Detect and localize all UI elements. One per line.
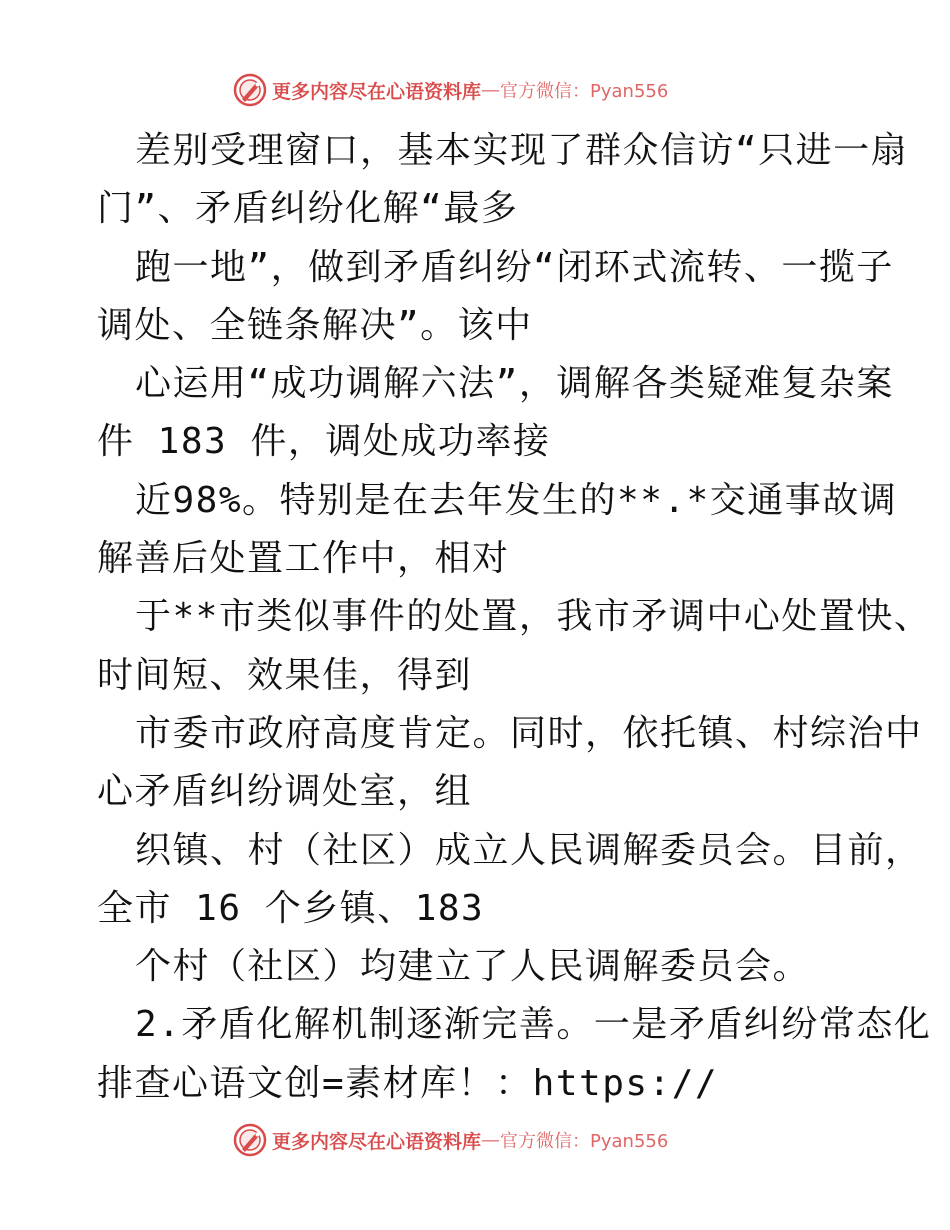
banner-separator: — — [481, 1129, 501, 1151]
body-text-line: 跑一地”，做到矛盾纠纷“闭环式流转、一揽子 — [135, 246, 894, 288]
body-text-line: 2.矛盾化解机制逐渐完善。一是矛盾纠纷常态化 — [135, 1004, 932, 1046]
body-text-line: 差别受理窗口，基本实现了群众信访“只进一扇 — [135, 130, 909, 171]
body-text-line: 门”、矛盾纠纷化解“最多 — [97, 188, 519, 230]
document-body — [97, 122, 932, 1113]
body-text-line: 全市 16 个乡镇、183 — [97, 887, 485, 929]
body-text-line: 个村（社区）均建立了人民调解委员会。 — [135, 946, 811, 988]
body-text-line: 心矛盾纠纷调处室，组 — [97, 771, 473, 813]
body-text-line: 件 183 件，调处成功率接 — [97, 421, 551, 463]
body-text-line: 市委市政府高度肯定。同时，依托镇、村综治中 — [135, 712, 923, 754]
pen-nib-logo-icon — [232, 1122, 268, 1158]
body-text-line: 排查心语文创=素材库！：https:// — [97, 1062, 719, 1104]
banner-wechat-text: 官方微信：Pyan556 — [500, 1131, 669, 1152]
body-text-line: 时间短、效果佳，得到 — [97, 654, 473, 696]
banner-main-text: 更多内容尽在心语资料库 — [272, 1130, 482, 1153]
body-text-line: 调处、全链条解决”。该中 — [97, 304, 533, 346]
banner-separator: — — [481, 79, 501, 101]
banner-wechat-text: 官方微信：Pyan556 — [500, 81, 669, 102]
footer-watermark-banner — [232, 1120, 732, 1160]
banner-main-text: 更多内容尽在心语资料库 — [272, 80, 482, 103]
body-text-line: 织镇、村（社区）成立人民调解委员会。目前， — [135, 829, 923, 871]
pen-nib-logo-icon — [232, 72, 268, 108]
body-text-line: 于**市类似事件的处置，我市矛调中心处置快、 — [135, 596, 932, 638]
body-text-line: 心运用“成功调解六法”，调解各类疑难复杂案 — [135, 363, 894, 405]
body-text-line: 近98%。特别是在去年发生的**.*交通事故调 — [135, 479, 898, 521]
body-text-line: 解善后处置工作中，相对 — [97, 538, 510, 580]
header-watermark-banner — [232, 70, 732, 110]
